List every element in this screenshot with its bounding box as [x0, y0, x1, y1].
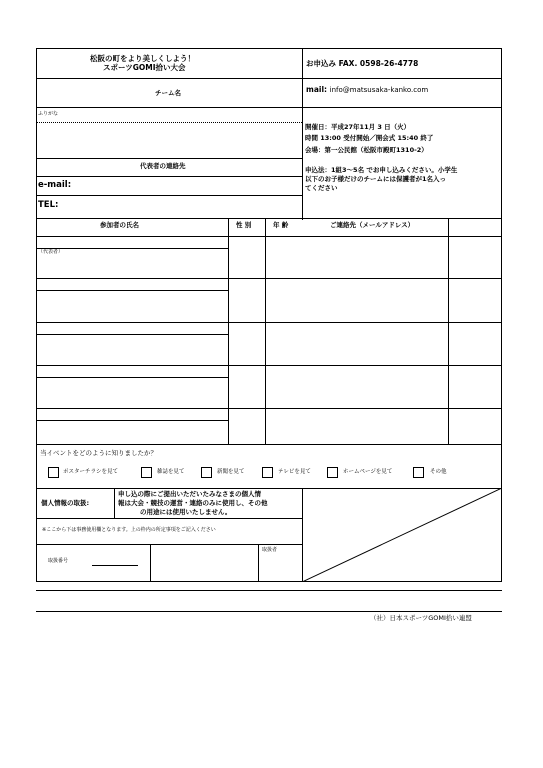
survey-option-newspaper: 新聞を見て: [217, 469, 245, 475]
office-use-notice: ※ここから下は事務使用欄となります。上の枠内の所定事項をご記入ください: [42, 527, 216, 533]
privacy-label: 個人情報の取扱:: [41, 499, 90, 507]
col-header-age: 年 齢: [273, 221, 289, 229]
email-input[interactable]: [75, 179, 300, 193]
office-box-diagonal: [302, 488, 502, 582]
participant-2-name[interactable]: [37, 279, 227, 321]
apply-method: 申込法：1組3～5名 でお申し込みください。小学生: [305, 166, 458, 174]
survey-option-homepage: ホームページを見て: [343, 469, 393, 475]
rep-marker: （代表者）: [38, 249, 64, 255]
email-label: e-mail:: [38, 180, 72, 190]
survey-checkbox-poster[interactable]: [48, 467, 59, 478]
participant-1-name[interactable]: [37, 237, 227, 277]
event-time: 時間 13:00 受付開始／開会式 15:40 終了: [305, 134, 434, 142]
event-title-line1: 松阪の町をより美しくしよう！: [90, 54, 195, 63]
privacy-text-2: 報は大会・競技の運営・連絡のみに使用し、その他: [118, 499, 268, 507]
receipt-number-underline: [92, 565, 138, 566]
team-name-label: チーム名: [155, 89, 181, 97]
survey-question: 当イベントをどのように知りましたか？: [40, 449, 157, 457]
survey-checkbox-newspaper[interactable]: [201, 467, 212, 478]
rep-contact-label: 代表者の連絡先: [140, 162, 186, 170]
apply-note-1: 以下のお子様だけのチームには保護者が1名入っ: [305, 175, 447, 183]
apply-note-2: てください: [305, 184, 338, 192]
participant-4-name[interactable]: [37, 366, 227, 407]
survey-option-other: その他: [430, 469, 447, 475]
participant-5-name[interactable]: [37, 409, 227, 443]
survey-checkbox-magazine[interactable]: [141, 467, 152, 478]
survey-checkbox-other[interactable]: [413, 467, 424, 478]
survey-option-tv: テレビを見て: [278, 469, 311, 475]
col-header-gender: 性 別: [236, 221, 252, 229]
mail-label: mail: info@matsusaka-kanko.com: [306, 85, 429, 94]
survey-option-magazine: 雑誌を見て: [157, 469, 185, 475]
team-name-input[interactable]: [38, 124, 300, 156]
furigana-label: ふりがな: [38, 111, 59, 117]
privacy-text-1: 申し込の際にご提出いただいたみなさまの個人情: [118, 490, 261, 498]
tel-input[interactable]: [60, 198, 300, 214]
survey-option-poster: ポスターチラシを見て: [63, 469, 119, 475]
privacy-text-3: の用途には使用いたしません。: [140, 508, 232, 516]
participant-3-name[interactable]: [37, 323, 227, 364]
survey-checkbox-homepage[interactable]: [327, 467, 338, 478]
tel-label: TEL:: [38, 200, 59, 210]
event-venue: 会場：第一公民館（松阪市殿町1310-2）: [305, 146, 428, 154]
apply-fax: お申込み FAX. 0598-26-4778: [306, 59, 419, 68]
survey-checkbox-tv[interactable]: [262, 467, 273, 478]
footer-organization: （社）日本スポーツGOMI拾い連盟: [370, 614, 472, 622]
receipt-number-label: 取扱番号: [48, 558, 69, 564]
event-date: 開催日：平成27年11月 3 日（火）: [305, 123, 411, 131]
event-title-line2: スポーツGOMI拾い大会: [103, 63, 186, 72]
handler-label: 取扱者: [262, 547, 278, 553]
col-header-contact: ご連絡先（メールアドレス）: [330, 221, 415, 229]
col-header-name: 参加者の氏名: [100, 221, 139, 229]
